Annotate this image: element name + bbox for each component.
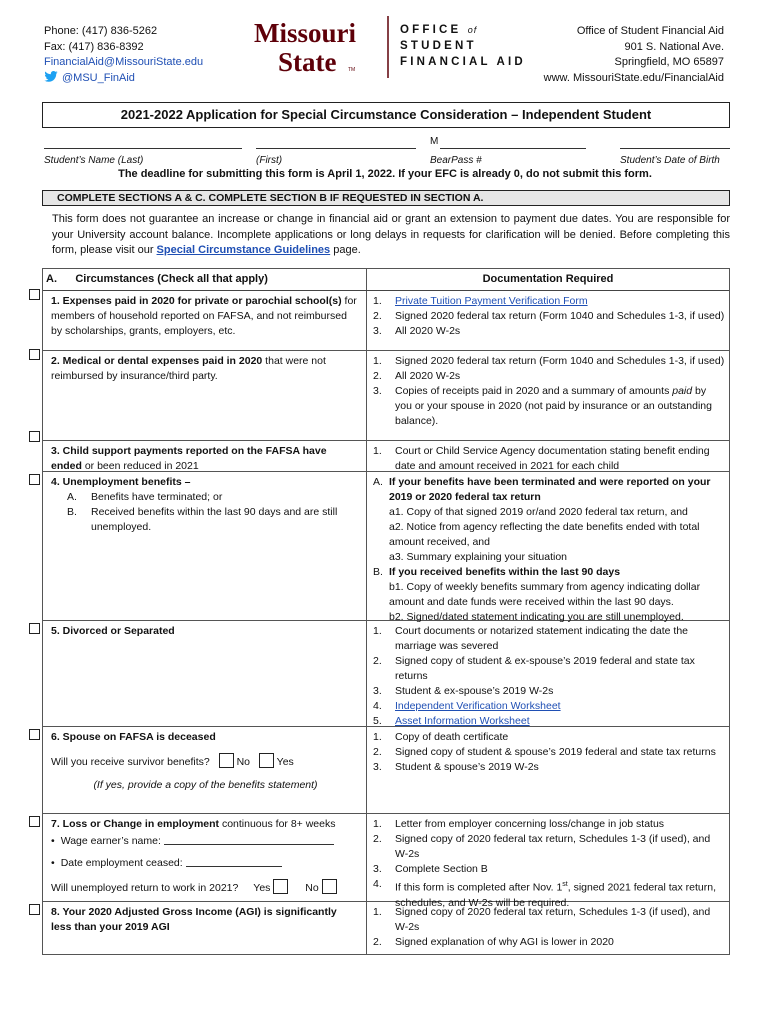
checkbox-child-support[interactable] <box>29 431 40 442</box>
fax: Fax: (417) 836-8392 <box>44 40 144 53</box>
checkbox-divorced[interactable] <box>29 623 40 634</box>
checkbox-medical[interactable] <box>29 349 40 360</box>
last-name-field[interactable]: Student’s Name (Last) <box>44 142 242 166</box>
col-circumstances: A. Circumstances (Check all that apply) <box>43 269 367 290</box>
phone: Phone: (417) 836-5262 <box>44 25 158 37</box>
tuition-verification-link[interactable]: Private Tuition Payment Verification Form <box>395 295 588 307</box>
table-row: 5. Divorced or Separated 1. Court documents or notarized statement indicating the date the marriage was severed 2. Signed copy of student & ex-spouse’s 2019 federal and state tax returns 3. Student & ex-spouse’s 2019 W-2s 4. Independent Verification Worksheet 5. Asset Information Worksheet <box>43 621 729 727</box>
table-row: 8. Your 2020 Adjusted Gross Income (AGI) is significantly less than your 2019 AGI 1. Signed copy of 2020 federal tax return, Schedules 1-3 (if used), and W-2s 2. Signed explanation of why AGI is lower in 2020 <box>43 902 729 954</box>
asset-worksheet-link[interactable]: Asset Information Worksheet <box>395 715 530 727</box>
guidelines-link[interactable]: Special Circumstance Guidelines <box>156 244 331 256</box>
date-ceased-input[interactable] <box>186 857 282 867</box>
table-row: 3. Child support payments reported on the FAFSA have ended or been reduced in 2021 1. Court or Child Service Agency documentation stating benefit ending date and amount received in 2021 for each child <box>43 441 729 472</box>
twitter-icon <box>44 71 58 82</box>
first-name-field[interactable]: (First) <box>256 142 416 166</box>
circumstances-table <box>42 268 730 955</box>
return-yes-checkbox[interactable] <box>273 879 288 894</box>
intro-paragraph: This form does not guarantee an increase or change in financial aid or grant an extension to payment due dates. You are responsible for your University account balance. Incomplete applications or long delays in requests for clarification will be denied. Before completing this form, please visit our Special Circumstance Guidelines page. <box>52 213 730 256</box>
office-address: Office of Student Financial Aid 901 S. National Ave. Springfield, MO 65897 www. MissouriState.edu/FinancialAid <box>544 24 724 86</box>
email-link[interactable]: FinancialAid@MissouriState.edu <box>44 56 204 68</box>
logo-tm: TM <box>348 67 356 73</box>
checkbox-private-school[interactable] <box>29 289 40 300</box>
table-row: 4. Unemployment benefits – A. Benefits have terminated; or B. Received benefits within the last 90 days and are still unemployed. A. If your benefits have been terminated and were reported on your 2019 or 2020 federal tax return a1. Copy of that signed 2019 or/and 2020 federal tax return, and a2. Notice from agency reflecting the date benefits ended with total amount received, and a3. Summary explaining your situation B. If you received benefits within the last 90 days b1. Copy of weekly benefits summary from agency indicating dollar amount and date funds were received within the last 90 days. b2. Signed/dated statement indicating you are still unemployed. <box>43 472 729 621</box>
website-link[interactable]: www. MissouriState.edu/FinancialAid <box>543 71 724 84</box>
table-row: 2. Medical or dental expenses paid in 2020 that were not reimbursed by insurance/third party. 1. Signed 2020 federal tax return (Form 1040 and Schedules 1-3, if used) 2. All 2020 W-2s 3. Copies of receipts paid in 2020 and a summary of amounts paid by you or your spouse in 2020 (not paid by insurance or an outstanding balance). <box>43 351 729 441</box>
table-row: 1. Expenses paid in 2020 for private or parochial school(s) for members of household reported on FAFSA, and not reimbursed by scholarships, grants, employers, etc. 1. Private Tuition Payment Verification Form 2. Signed 2020 federal tax return (Form 1040 and Schedules 1-3, if used) 3. All 2020 W-2s <box>43 291 729 351</box>
checkbox-unemployment[interactable] <box>29 474 40 485</box>
checkbox-employment-loss[interactable] <box>29 816 40 827</box>
checkbox-agi[interactable] <box>29 904 40 915</box>
twitter-handle[interactable]: @MSU_FinAid <box>44 71 203 87</box>
col-documentation: Documentation Required <box>482 273 614 285</box>
deadline-notice: The deadline for submitting this form is April 1, 2022. If your EFC is already 0, do not submit this form. <box>118 168 652 180</box>
student-info-fields <box>44 136 730 168</box>
bearpass-field[interactable]: M BearPass # <box>430 142 586 166</box>
section-instruction: COMPLETE SECTIONS A & C. COMPLETE SECTION B IF REQUESTED IN SECTION A. <box>42 190 730 206</box>
form-title: 2021-2022 Application for Special Circumstance Consideration – Independent Student <box>42 102 730 128</box>
contact-block <box>44 24 203 86</box>
survivor-no-checkbox[interactable] <box>219 753 234 768</box>
logo-word-missouri: Missouri <box>254 18 357 48</box>
wage-earner-input[interactable] <box>164 835 334 845</box>
table-row: 6. Spouse on FAFSA is deceased Will you receive survivor benefits? No Yes (If yes, provide a copy of the benefits statement) 1. Copy of death certificate 2. Signed copy of student & spouse’s 2019 federal and state tax returns 3. Student & spouse’s 2019 W-2s <box>43 727 729 814</box>
logo-word-state: State <box>278 47 337 77</box>
office-name: OFFICE of STUDENT FINANCIAL AID <box>400 24 526 68</box>
return-no-checkbox[interactable] <box>322 879 337 894</box>
missouri-state-logo <box>254 16 394 78</box>
checkbox-spouse-deceased[interactable] <box>29 729 40 740</box>
survivor-yes-checkbox[interactable] <box>259 753 274 768</box>
verification-worksheet-link[interactable]: Independent Verification Worksheet <box>395 700 561 712</box>
table-row: 7. Loss or Change in employment continuous for 8+ weeks • Wage earner’s name: • Date employment ceased: Will unemployed return to work in 2021? Yes No 1. Letter from employer concerning loss/change in job status 2. Signed copy of 2020 federal tax return, Schedules 1-3 (if used), and W-2s 3. Complete Section B 4. If this form is completed after Nov. 1st, signed 2021 federal tax return, schedules, and W-2s will be required. <box>43 814 729 902</box>
dob-field[interactable]: Student’s Date of Birth <box>620 142 730 166</box>
